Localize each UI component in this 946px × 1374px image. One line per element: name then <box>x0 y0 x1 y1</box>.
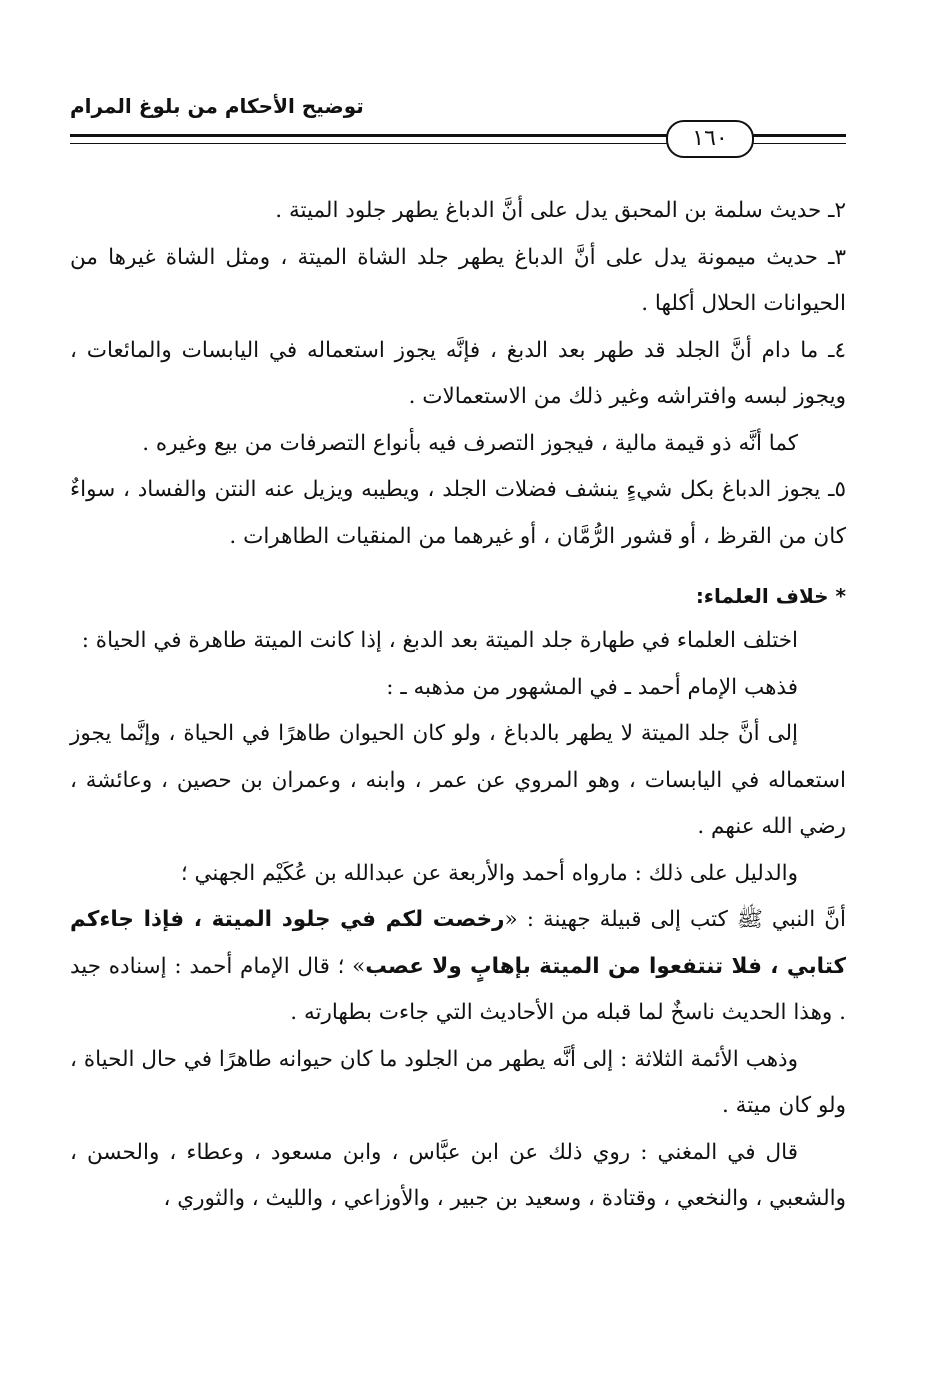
hadith-commentary: » ؛ قال الإمام أحمد : إسناده جيد . وهذا الحديث ناسخٌ لما قبله من الأحاديث التي جاءت بطهارته . <box>70 953 846 1025</box>
hadith-intro: أنَّ النبي ﷺ كتب إلى قبيلة جهينة : « <box>504 907 847 932</box>
paragraph: كما أنَّه ذو قيمة مالية ، فيجوز التصرف فيه بأنواع التصرفات من بيع وغيره . <box>142 430 798 456</box>
page-body <box>70 188 846 1223</box>
running-title: توضيح الأحكام من بلوغ المرام <box>70 94 364 118</box>
paragraph: ٣ـ حديث ميمونة يدل على أنَّ الدباغ يطهر جلد الشاة الميتة ، ومثل الشاة غيرها من الحيوانات الحلال أكلها . <box>70 244 846 316</box>
paragraph: وذهب الأئمة الثلاثة : إلى أنَّه يطهر من الجلود ما كان حيوانه طاهرًا في حال الحياة ، ولو كان ميتة . <box>70 1046 846 1118</box>
paragraph: اختلف العلماء في طهارة جلد الميتة بعد الدبغ ، إذا كانت الميتة طاهرة في الحياة : <box>81 628 798 653</box>
paragraph: ٤ـ ما دام أنَّ الجلد قد طهر بعد الدبغ ، فإنَّه يجوز استعماله في اليابسات والمائعات ، ويجوز لبسه وافتراشه وغير ذلك من الاستعمالات . <box>70 337 846 409</box>
paragraph: ٢ـ حديث سلمة بن المحبق يدل على أنَّ الدباغ يطهر جلود الميتة . <box>275 198 846 223</box>
paragraph: إلى أنَّ جلد الميتة لا يطهر بالدباغ ، ولو كان الحيوان طاهرًا في الحياة ، وإنَّما يجوز استعماله في اليابسات ، وهو المروي عن عمر ، وابنه ، وعمران بن حصين ، وعائشة ، رضي الله عنهم . <box>70 721 846 839</box>
paragraph: فذهب الإمام أحمد ـ في المشهور من مذهبه ـ : <box>386 674 798 700</box>
hadith-quote: رخصت لكم في جلود الميتة ، فإذا جاءكم كتابي ، فلا تنتفعوا من الميتة بإهابٍ ولا عصب <box>70 907 846 979</box>
section-heading: * خلاف العلماء: <box>695 584 846 608</box>
page-number: ١٦٠ <box>666 120 754 158</box>
paragraph: قال في المغني : روي ذلك عن ابن عبَّاس ، وابن مسعود ، وعطاء ، والحسن ، والشعبي ، والنخعي ، وقتادة ، وسعيد بن جبير ، والأوزاعي ، والليث ، والثوري ، <box>70 1139 846 1211</box>
paragraph: والدليل على ذلك : مارواه أحمد والأربعة عن عبدالله بن عُكَيْم الجهني ؛ <box>180 860 798 886</box>
hadith-paragraph <box>70 897 846 1037</box>
paragraph: ٥ـ يجوز الدباغ بكل شيءٍ ينشف فضلات الجلد ، ويطيبه ويزيل عنه النتن والفساد ، سواءٌ كان من القرظ ، أو قشور الرُّمَّان ، أو غيرهما من المنقيات الطاهرات . <box>70 477 846 549</box>
